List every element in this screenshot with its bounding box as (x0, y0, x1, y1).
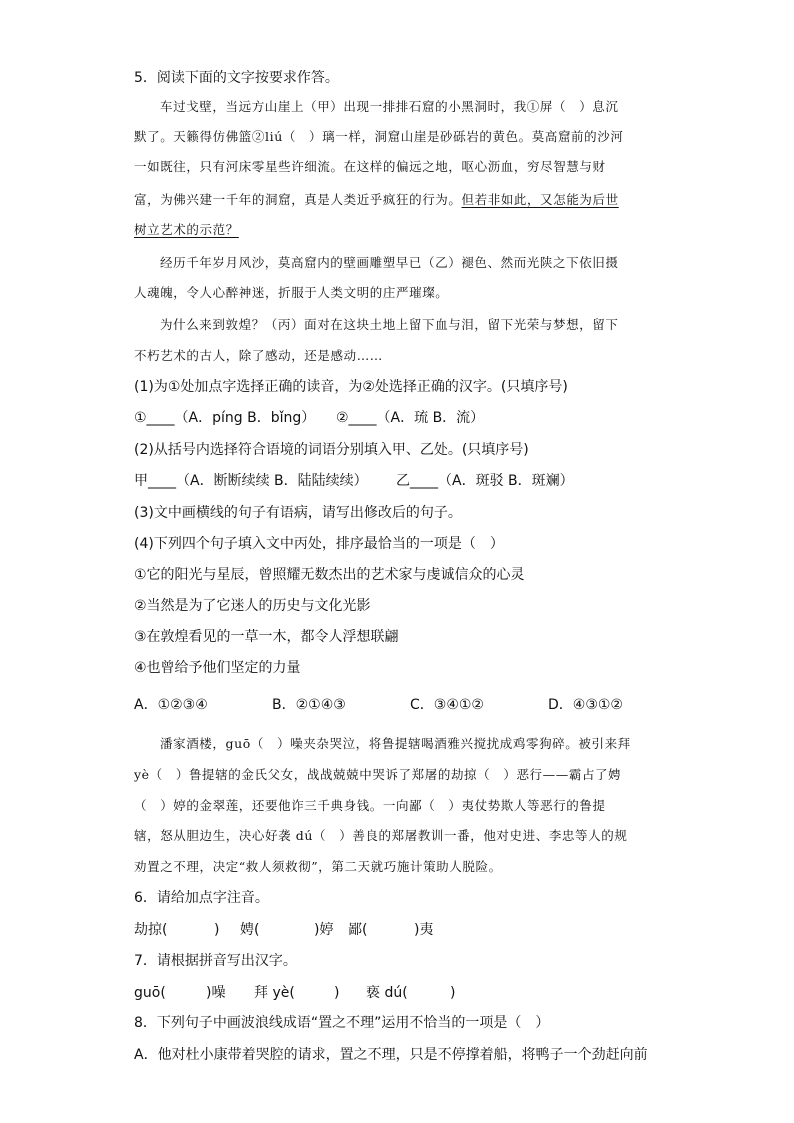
q5-option-d: D．④③①② (548, 697, 623, 713)
q5-sub2-options-a: 甲____（A．断断续续 B．陆陆续续） (134, 473, 368, 489)
q5-option-a: A．①②③④ (134, 697, 208, 713)
q7-item-1a: guō( (134, 985, 166, 1001)
q5-sub1-options-a: ①____（A．píng B．bǐng） (134, 410, 316, 426)
q5-option-c: C．③④①② (410, 697, 484, 713)
q5-p3-line2: 不朽艺术的古人，除了感动，还是感动…… (134, 348, 383, 363)
q6-item-3b: )夷 (414, 922, 434, 938)
q5-sentence-1: ①它的阳光与星辰，曾照耀无数杰出的艺术家与虔诚信众的心灵 (134, 567, 525, 583)
q5-option-b: B．②①④③ (272, 697, 346, 713)
passage2-line3: （ ）婷的金翠莲，还要他诈三千典身钱。一向鄙（ ）夷仗势欺人等恶行的鲁提 (134, 798, 606, 813)
q5-sub1: (1)为①处加点字选择正确的读音，为②处选择正确的汉字。(只填序号) (134, 379, 568, 395)
q6-item-2a: 娉( (240, 922, 260, 938)
q5-sentence-2: ②当然是为了它迷人的历史与文化光影 (134, 598, 371, 614)
q6-item-1b: ) (214, 922, 220, 938)
q5-title: 5．阅读下面的文字按要求作答。 (134, 70, 339, 86)
passage2-line1: 潘家酒楼，guō（ ）噪夹杂哭泣，将鲁提辖喝酒雅兴搅扰成鸡零狗碎。被引来拜 (160, 736, 631, 751)
q5-sub2-options-b: 乙____（A．斑驳 B．斑斓） (396, 473, 574, 489)
q6-item-2b: )婷 (314, 922, 334, 938)
q5-p1-line1: 车过戈壁，当远方山崖上（甲）出现一排排石窟的小黑洞时，我①屏（ ）息沉 (160, 99, 619, 114)
q5-p1-line2: 默了。天籁得仿佛篮②liú（ ）璃一样，洞窟山崖是砂砾岩的黄色。莫高窟前的沙河 (134, 129, 624, 144)
q5-p2-line1: 经历千年岁月风沙，莫高窟内的壁画雕塑早已（乙）褪色、然而光陕之下依旧摄 (160, 255, 619, 270)
passage2-line2: yè（ ）鲁提辖的金氏父女，战战兢兢中哭诉了郑屠的劫掠（ ）恶行——霸占了娉 (134, 767, 622, 782)
q5-p3-line1: 为什么来到敦煌？（丙）面对在这块土地上留下血与泪，留下光荣与梦想，留下 (160, 317, 619, 332)
q5-p1-line4-text: 富，为佛兴建一千年的洞窟，真是人类近乎疯狂的行为。 (134, 192, 462, 207)
q5-p1-line4 (134, 190, 619, 210)
q5-sub1-options-b: ②____（A．琉 B．流） (336, 410, 485, 426)
q5-sub3: (3)文中画横线的句子有语病，请写出修改后的句子。 (134, 505, 462, 521)
q7-title: 7．请根据拼音写出汉字。 (134, 953, 297, 969)
q5-underlined-sentence-b: 树立艺术的示范？ (134, 222, 239, 237)
q6-item-3a: 鄙( (348, 922, 368, 938)
q5-p1-line3: 一如既往，只有河床零星些许细流。在这样的偏远之地，呕心沥血，穷尽智慧与财 (134, 159, 606, 174)
passage2-line4: 辖，怒从胆边生，决心好袭 dú（ ）善良的郑屠教训一番，他对史进、李忠等人的规 (134, 828, 628, 843)
passage2-line5: 劝置之不理，决定“救人须救彻”，第二天就巧施计策助人脱险。 (134, 859, 502, 874)
q7-item-3b: ) (450, 985, 456, 1001)
q8-title: 8．下列句子中画波浪线成语“置之不理”运用不恰当的一项是（ ） (134, 1015, 550, 1031)
q5-sentence-3: ③在敦煌看见的一草一木，都令人浮想联翩 (134, 629, 399, 645)
q6-item-1a: 劫掠( (134, 922, 168, 938)
q7-item-1b: )噪 (206, 985, 226, 1001)
q5-sub4: (4)下列四个句子填入文中丙处，排序最恰当的一项是（ ） (134, 536, 504, 552)
q5-sub2: (2)从括号内选择符合语境的词语分别填入甲、乙处。(只填序号) (134, 442, 529, 458)
q6-title: 6．请给加点字注音。 (134, 890, 269, 906)
q5-underlined-sentence-a: 但若非如此，又怎能为后世 (461, 192, 619, 207)
q8-option-a: A．他对杜小康带着哭腔的请求，置之不理，只是不停撑着船，将鸭子一个劲赶向前 (134, 1047, 648, 1063)
q5-p2-line2: 人魂魄，令人心醉神迷，折服于人类文明的庄严璀璨。 (134, 285, 449, 300)
q7-item-3a: 亵 dú( (366, 985, 408, 1001)
q5-sentence-4: ④也曾给予他们坚定的力量 (134, 660, 301, 676)
q7-item-2a: 拜 yè( (254, 985, 295, 1001)
q7-item-2b: ) (334, 985, 340, 1001)
